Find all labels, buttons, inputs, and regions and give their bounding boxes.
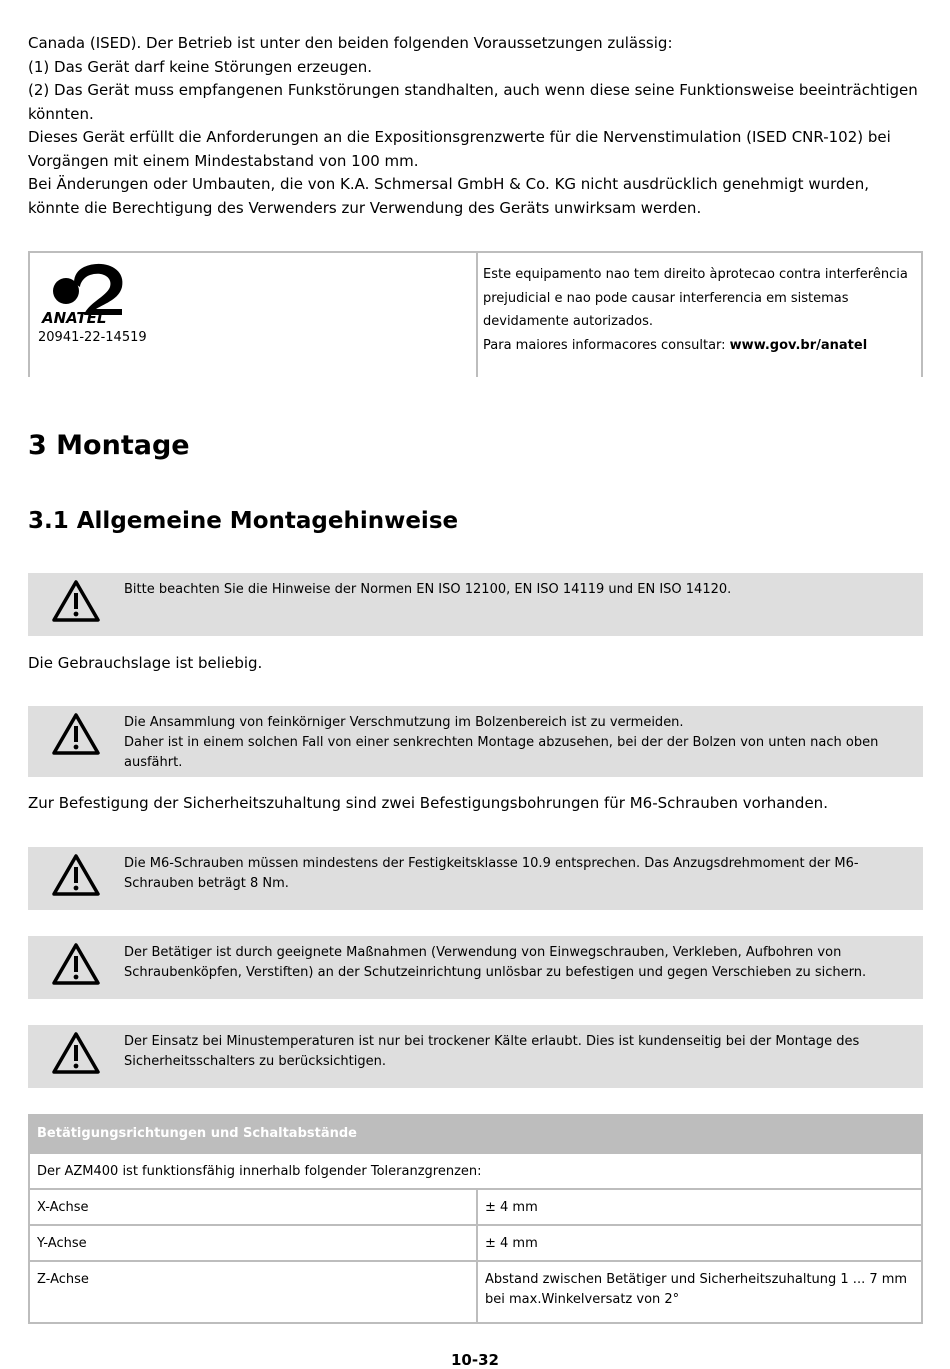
anatel-box: [28, 251, 923, 379]
paragraph-befestigung: Zur Befestigung der Sicherheitszuhaltung sind zwei Befestigungsbohrungen für M6-Schrauben vorhanden.: [28, 794, 828, 812]
table-row: [29, 1261, 922, 1323]
note-line: Daher ist in einem solchen Fall von einer senkrechten Montage abzusehen, bei der der Bolzen von unten nach oben ausfährt.: [124, 735, 879, 770]
anatel-logo-cell: [28, 253, 478, 377]
paragraph-gebrauchslage: Die Gebrauchslage ist beliebig.: [28, 654, 263, 672]
intro-line: Bei Änderungen oder Umbauten, die von K.A. Schmersal GmbH & Co. KG nicht ausdrücklich genehmigt wurden, könnte die Berechtigung des Verwenders zur Verwendung des Geräts unwirksam werden.: [28, 175, 870, 217]
warning-note: [28, 936, 923, 999]
warning-note: [28, 847, 923, 910]
note-line: Bitte beachten Sie die Hinweise der Normen EN ISO 12100, EN ISO 14119 und EN ISO 14120.: [124, 582, 732, 597]
note-line: Die M6-Schrauben müssen mindestens der Festigkeitsklasse 10.9 entsprechen. Das Anzugsdrehmoment der M6-Schrauben beträgt 8 Nm.: [124, 856, 859, 891]
anatel-consult-prefix: Para maiores informacores consultar:: [483, 337, 730, 353]
anatel-logo-icon: [40, 259, 126, 325]
table-intro: Der AZM400 ist funktionsfähig innerhalb folgender Toleranzgrenzen:: [29, 1153, 922, 1189]
anatel-logo-text: ANATEL: [42, 309, 107, 325]
anatel-link[interactable]: www.gov.br/anatel: [729, 337, 868, 353]
warning-triangle-icon: [52, 712, 100, 756]
warning-note: [28, 1025, 923, 1088]
anatel-consult: [483, 334, 913, 358]
note-line: Der Betätiger ist durch geeignete Maßnahmen (Verwendung von Einwegschrauben, Verkleben, Aufbohren von Schraubenköpfen, Verstiften) an der Schutzeinrichtung unlösbar zu befestigen und gegen Verschieben zu sichern.: [124, 945, 867, 980]
tolerance-table: [28, 1114, 923, 1324]
value-cell: Abstand zwischen Betätiger und Sicherheitszuhaltung 1 ... 7 mm bei max.Winkelversatz von 2°: [477, 1261, 922, 1323]
table-header: Betätigungsrichtungen und Schaltabstände: [29, 1115, 922, 1153]
warning-triangle-icon: [52, 579, 100, 623]
page-number: 10-32: [451, 1351, 499, 1369]
anatel-notice: Este equipamento nao tem direito àprotecao contra interferência prejudicial e nao pode causar interferencia em sistemas devidamente autorizados.: [483, 267, 908, 329]
warning-note: [28, 573, 923, 636]
warning-note: [28, 706, 923, 777]
note-line: Der Einsatz bei Minustemperaturen ist nur bei trockener Kälte erlaubt. Dies ist kundenseitig bei der Montage des Sicherheitsschalters zu berücksichtigen.: [124, 1034, 860, 1069]
intro-line: (1) Das Gerät darf keine Störungen erzeugen.: [28, 57, 372, 76]
table-row: [29, 1225, 922, 1261]
warning-triangle-icon: [52, 942, 100, 986]
warning-triangle-icon: [52, 1031, 100, 1075]
ised-statement: [28, 32, 923, 220]
axis-cell: Z-Achse: [29, 1261, 477, 1323]
axis-cell: X-Achse: [29, 1189, 477, 1225]
intro-line: Dieses Gerät erfüllt die Anforderungen an die Expositionsgrenzwerte für die Nervenstimulation (ISED CNR-102) bei Vorgängen mit einem Mindestabstand von 100 mm.: [28, 128, 891, 170]
anatel-cert-number: 20941-22-14519: [38, 330, 147, 345]
axis-cell: Y-Achse: [29, 1225, 477, 1261]
table-row: [29, 1189, 922, 1225]
value-cell: ± 4 mm: [477, 1225, 922, 1261]
section-title: 3 Montage: [28, 430, 190, 461]
anatel-text-cell: [476, 253, 923, 377]
value-cell: ± 4 mm: [477, 1189, 922, 1225]
subsection-title: 3.1 Allgemeine Montagehinweise: [28, 508, 459, 534]
intro-line: (2) Das Gerät muss empfangenen Funkstörungen standhalten, auch wenn diese seine Funktionsweise beeinträchtigen könnten.: [28, 81, 918, 123]
warning-triangle-icon: [52, 853, 100, 897]
intro-line: Canada (ISED). Der Betrieb ist unter den beiden folgenden Voraussetzungen zulässig:: [28, 34, 673, 52]
note-line: Die Ansammlung von feinkörniger Verschmutzung im Bolzenbereich ist zu vermeiden.: [124, 715, 684, 730]
